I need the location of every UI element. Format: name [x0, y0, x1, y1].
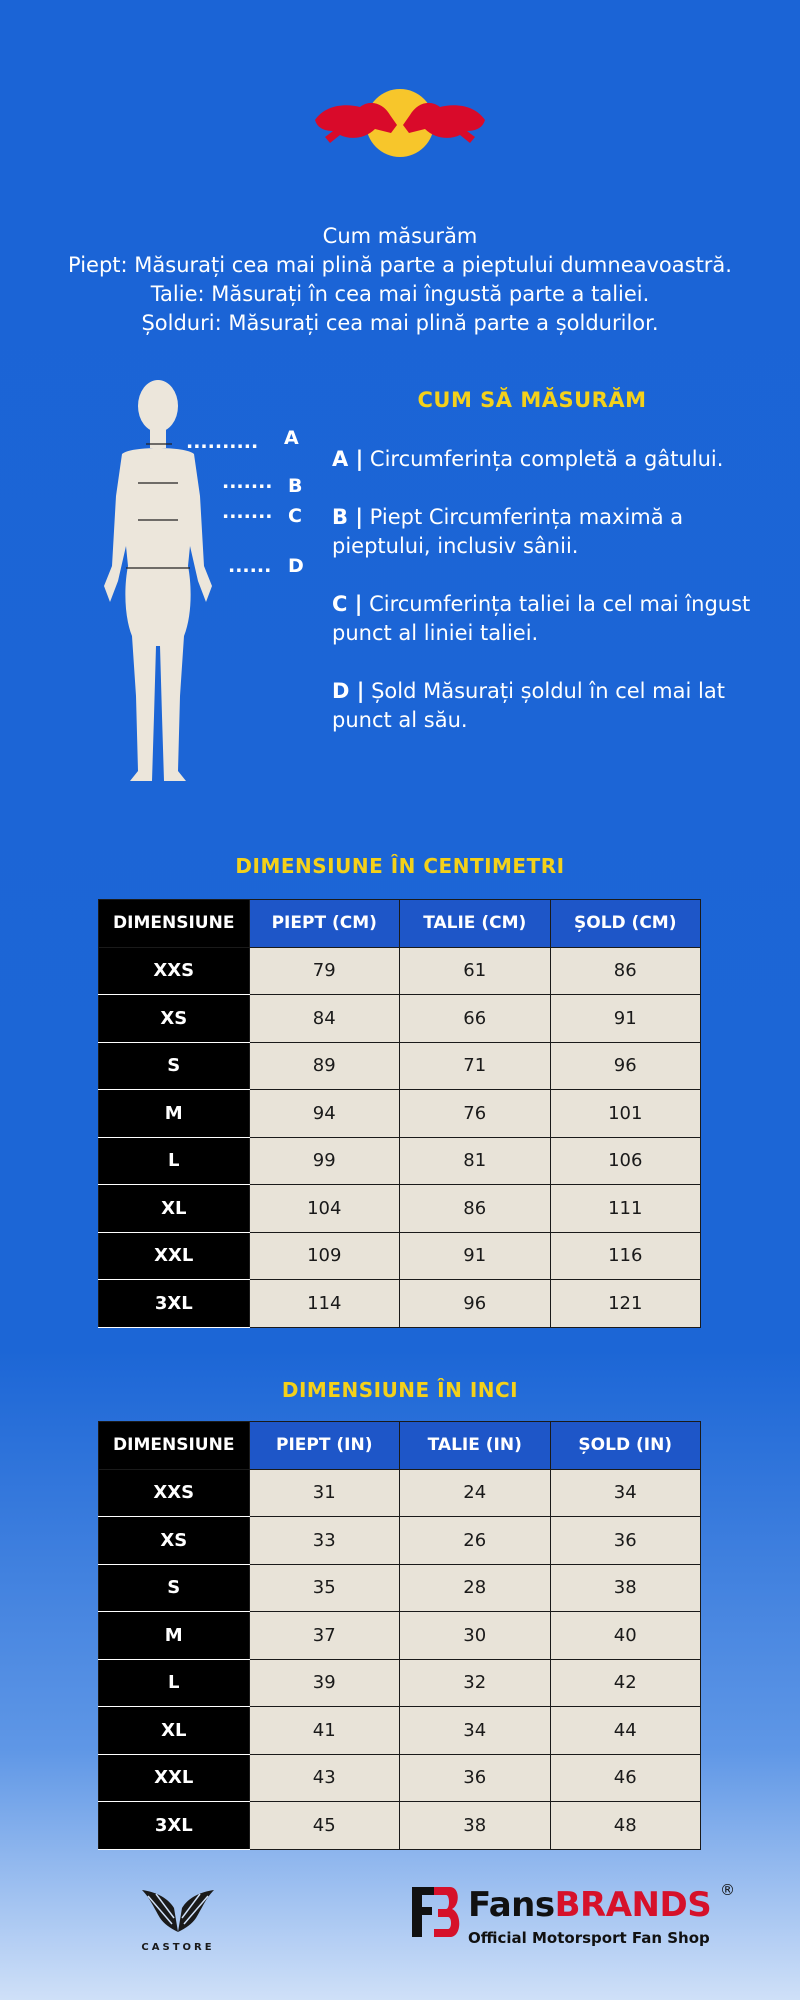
red-bull-logo: [305, 85, 495, 165]
marker-a: A: [284, 427, 299, 449]
hip-value: 42: [550, 1659, 701, 1707]
size-label: XS: [99, 995, 250, 1043]
intro-text: [0, 222, 800, 338]
size-label: XL: [99, 1185, 250, 1233]
marker-a-dots: ..........: [186, 431, 259, 453]
chest-value: 84: [249, 995, 400, 1043]
waist-value: 28: [400, 1564, 551, 1612]
size-label: XXS: [99, 1469, 250, 1517]
waist-value: 34: [400, 1707, 551, 1755]
table-row: [99, 947, 701, 995]
fb-logo-icon: [410, 1885, 462, 1941]
chest-value: 37: [249, 1612, 400, 1660]
header-chest: PIEPT (IN): [249, 1422, 400, 1470]
chest-value: 43: [249, 1754, 400, 1802]
size-label: L: [99, 1659, 250, 1707]
waist-value: 36: [400, 1754, 551, 1802]
table-row: [99, 1137, 701, 1185]
intro-line-hips: Șolduri: Măsurați cea mai plină parte a șoldurilor.: [141, 311, 659, 335]
size-label: S: [99, 1564, 250, 1612]
castore-logo: [138, 1888, 218, 1958]
waist-value: 81: [400, 1137, 551, 1185]
table-row: [99, 1042, 701, 1090]
hip-value: 86: [550, 947, 701, 995]
header-hip: ȘOLD (CM): [550, 900, 701, 948]
size-label: S: [99, 1042, 250, 1090]
header-chest: PIEPT (CM): [249, 900, 400, 948]
castore-name: CASTORE: [141, 1942, 215, 1953]
howto-item-a: A | Circumferința completă a gâtului.: [332, 447, 724, 471]
howto-list: [332, 445, 762, 764]
fansbrands-name: FansBRANDS: [468, 1885, 712, 1925]
table-row: [99, 1659, 701, 1707]
hip-value: 46: [550, 1754, 701, 1802]
header-waist: TALIE (IN): [400, 1422, 551, 1470]
size-label: 3XL: [99, 1280, 250, 1328]
header-size: DIMENSIUNE: [99, 900, 250, 948]
chest-value: 114: [249, 1280, 400, 1328]
waist-value: 96: [400, 1280, 551, 1328]
waist-value: 32: [400, 1659, 551, 1707]
chest-value: 109: [249, 1232, 400, 1280]
marker-c: C: [288, 505, 302, 527]
waist-value: 91: [400, 1232, 551, 1280]
marker-d: D: [288, 555, 304, 577]
hip-value: 48: [550, 1802, 701, 1850]
table-row: [99, 1517, 701, 1565]
body-figure: [80, 376, 320, 786]
hip-value: 116: [550, 1232, 701, 1280]
table-row: [99, 1754, 701, 1802]
hip-value: 38: [550, 1564, 701, 1612]
chest-value: 99: [249, 1137, 400, 1185]
marker-c-dots: .......: [222, 501, 273, 523]
hip-value: 96: [550, 1042, 701, 1090]
howto-item-c: C | Circumferința taliei la cel mai îngust punct al liniei taliei.: [332, 592, 751, 645]
size-label: XS: [99, 1517, 250, 1565]
howto-item-d: D | Șold Măsurați șoldul în cel mai lat punct al său.: [332, 679, 725, 732]
hip-value: 106: [550, 1137, 701, 1185]
table-row: [99, 1280, 701, 1328]
size-label: XXS: [99, 947, 250, 995]
size-label: XXL: [99, 1754, 250, 1802]
intro-title: Cum măsurăm: [322, 224, 478, 248]
waist-value: 86: [400, 1185, 551, 1233]
table-row: [99, 1564, 701, 1612]
waist-value: 76: [400, 1090, 551, 1138]
chest-value: 45: [249, 1802, 400, 1850]
waist-value: 30: [400, 1612, 551, 1660]
howto-item-b: B | Piept Circumferința maximă a pieptului, inclusiv sânii.: [332, 505, 684, 558]
hip-value: 111: [550, 1185, 701, 1233]
hip-value: 44: [550, 1707, 701, 1755]
table-header-row: [99, 900, 701, 948]
size-label: XL: [99, 1707, 250, 1755]
cm-table-title: DIMENSIUNE ÎN CENTIMETRI: [235, 854, 565, 878]
bulls-logo-icon: [305, 85, 495, 165]
size-label: M: [99, 1090, 250, 1138]
registered-mark: ®: [720, 1881, 735, 1899]
waist-value: 24: [400, 1469, 551, 1517]
cm-size-table: [98, 899, 701, 1328]
table-row: [99, 995, 701, 1043]
waist-value: 26: [400, 1517, 551, 1565]
chest-value: 33: [249, 1517, 400, 1565]
header-waist: TALIE (CM): [400, 900, 551, 948]
chest-value: 104: [249, 1185, 400, 1233]
waist-value: 38: [400, 1802, 551, 1850]
chest-value: 39: [249, 1659, 400, 1707]
hip-value: 101: [550, 1090, 701, 1138]
hip-value: 121: [550, 1280, 701, 1328]
marker-d-dots: ......: [228, 555, 272, 577]
table-row: [99, 1469, 701, 1517]
female-silhouette-icon: [80, 376, 320, 786]
hip-value: 40: [550, 1612, 701, 1660]
intro-line-chest: Piept: Măsurați cea mai plină parte a pieptului dumneavoastră.: [68, 253, 732, 277]
fansbrands-logo: [410, 1881, 740, 1955]
in-table-title: DIMENSIUNE ÎN INCI: [281, 1378, 519, 1402]
waist-value: 61: [400, 947, 551, 995]
size-label: XXL: [99, 1232, 250, 1280]
hip-value: 34: [550, 1469, 701, 1517]
table-row: [99, 1232, 701, 1280]
chest-value: 35: [249, 1564, 400, 1612]
intro-line-waist: Talie: Măsurați în cea mai îngustă parte a taliei.: [150, 282, 650, 306]
table-row: [99, 1802, 701, 1850]
size-label: 3XL: [99, 1802, 250, 1850]
table-header-row: [99, 1422, 701, 1470]
table-row: [99, 1090, 701, 1138]
chest-value: 79: [249, 947, 400, 995]
waist-value: 66: [400, 995, 551, 1043]
table-row: [99, 1612, 701, 1660]
header-size: DIMENSIUNE: [99, 1422, 250, 1470]
hip-value: 36: [550, 1517, 701, 1565]
in-size-table: [98, 1421, 701, 1850]
chest-value: 94: [249, 1090, 400, 1138]
marker-b: B: [288, 475, 303, 497]
hip-value: 91: [550, 995, 701, 1043]
waist-value: 71: [400, 1042, 551, 1090]
size-label: L: [99, 1137, 250, 1185]
table-row: [99, 1707, 701, 1755]
chest-value: 89: [249, 1042, 400, 1090]
table-row: [99, 1185, 701, 1233]
header-hip: ȘOLD (IN): [550, 1422, 701, 1470]
fansbrands-tagline: Official Motorsport Fan Shop: [468, 1929, 710, 1947]
chest-value: 31: [249, 1469, 400, 1517]
chest-value: 41: [249, 1707, 400, 1755]
marker-b-dots: .......: [222, 471, 273, 493]
size-label: M: [99, 1612, 250, 1660]
howto-title: CUM SĂ MĂSURĂM: [417, 388, 647, 412]
castore-wings-icon: [138, 1888, 218, 1936]
